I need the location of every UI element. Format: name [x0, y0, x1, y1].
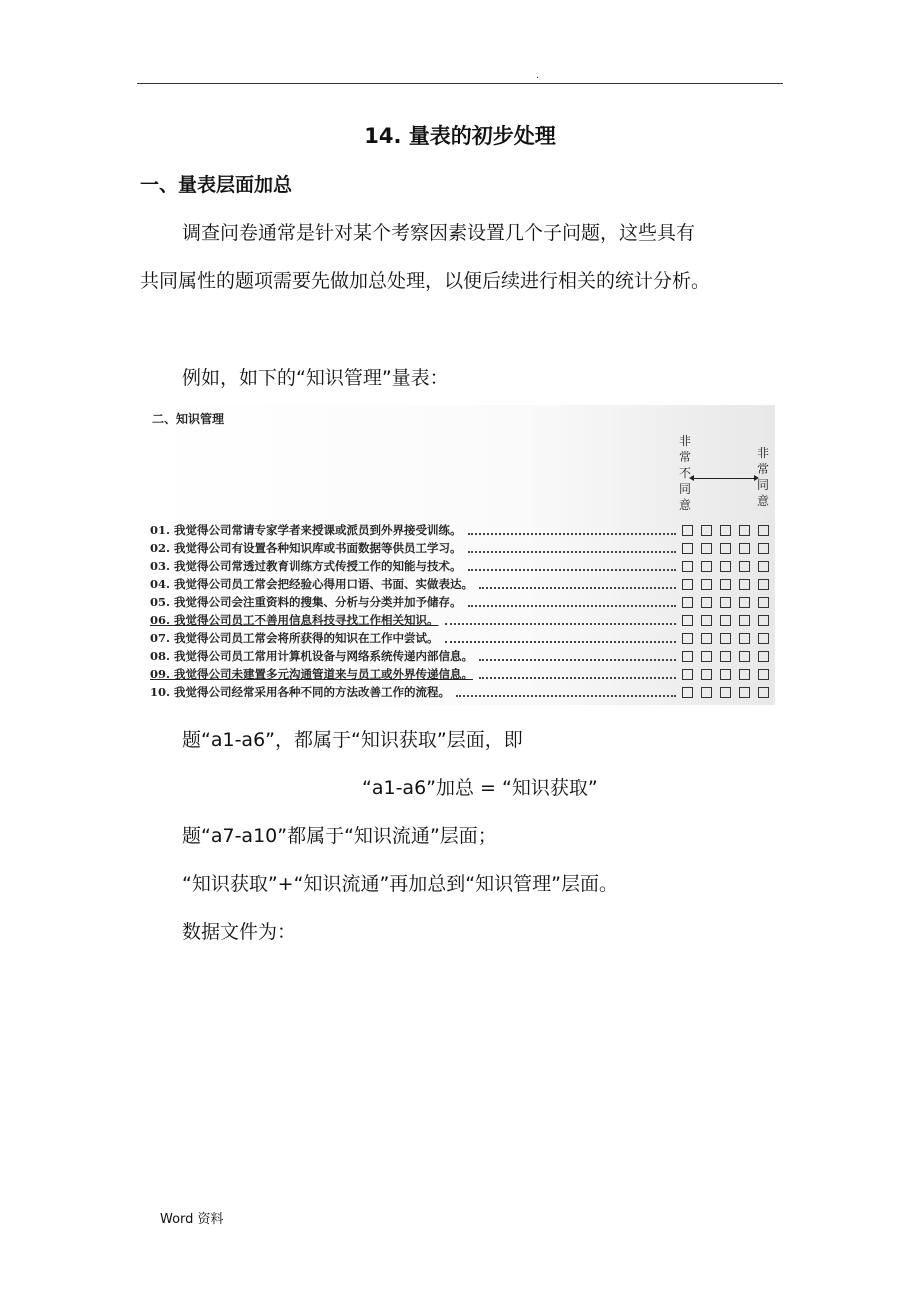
dot-leader — [479, 651, 676, 661]
questionnaire-scan — [148, 405, 775, 705]
rating-checkbox-4 — [739, 615, 750, 626]
rating-checkbox-2 — [701, 615, 712, 626]
rating-checkbox-1 — [682, 561, 693, 572]
question-row — [150, 647, 772, 665]
rating-checkbox-4 — [739, 669, 750, 680]
question-text: 06. 我觉得公司员工不善用信息科技寻找工作相关知识。 — [150, 613, 439, 627]
rating-checkbox-1 — [682, 669, 693, 680]
footer: Word 资料 — [160, 1212, 224, 1227]
rating-checkbox-5 — [758, 597, 769, 608]
question-text: 07. 我觉得公司员工常会将所获得的知识在工作中尝试。 — [150, 631, 439, 645]
rating-checkbox-1 — [682, 525, 693, 536]
rating-checkbox-3 — [720, 579, 731, 590]
rating-checkbox-1 — [682, 687, 693, 698]
dot-leader — [479, 579, 676, 589]
rating-boxes — [682, 525, 772, 536]
rating-checkbox-2 — [701, 687, 712, 698]
rating-checkbox-5 — [758, 615, 769, 626]
left-scale-label: 非 常 不 同 意 — [678, 434, 691, 512]
question-row — [150, 611, 772, 629]
header-dot: . — [536, 70, 540, 81]
rating-checkbox-1 — [682, 651, 693, 662]
text-line: 数据文件为： — [182, 921, 297, 943]
rating-checkbox-3 — [720, 615, 731, 626]
question-row — [150, 665, 772, 683]
dot-leader — [468, 561, 676, 571]
rating-checkbox-3 — [720, 597, 731, 608]
right-scale-label: 非 常 同 意 — [756, 446, 769, 508]
question-text: 01. 我觉得公司常请专家学者来授课或派员到外界接受训练。 — [150, 523, 462, 537]
dot-leader — [468, 525, 676, 535]
rating-checkbox-3 — [720, 525, 731, 536]
formula-line: “a1-a6”加总 = “知识获取” — [362, 777, 598, 799]
dot-leader — [456, 687, 676, 697]
text-line: 题“a7-a10”都属于“知识流通”层面； — [182, 825, 497, 847]
paragraph-line: 共同属性的题项需要先做加总处理，以便后续进行相关的统计分析。 — [140, 270, 711, 292]
rating-boxes — [682, 579, 772, 590]
scale-arrow-icon — [693, 478, 755, 479]
rating-checkbox-4 — [739, 651, 750, 662]
question-text: 02. 我觉得公司有设置各种知识库或书面数据等供员工学习。 — [150, 541, 462, 555]
rating-boxes — [682, 597, 772, 608]
rating-checkbox-1 — [682, 543, 693, 554]
rating-checkbox-3 — [720, 633, 731, 644]
question-text: 10. 我觉得公司经常采用各种不同的方法改善工作的流程。 — [150, 685, 451, 699]
rating-boxes — [682, 543, 772, 554]
rating-checkbox-1 — [682, 633, 693, 644]
rating-checkbox-5 — [758, 579, 769, 590]
rating-checkbox-2 — [701, 597, 712, 608]
header-rule — [137, 83, 783, 84]
question-row — [150, 521, 772, 539]
rating-checkbox-4 — [739, 633, 750, 644]
rating-checkbox-5 — [758, 687, 769, 698]
rating-checkbox-5 — [758, 633, 769, 644]
question-row — [150, 539, 772, 557]
question-text: 03. 我觉得公司常透过教育训练方式传授工作的知能与技术。 — [150, 559, 462, 573]
rating-boxes — [682, 633, 772, 644]
section-heading: 一、量表层面加总 — [140, 174, 293, 196]
question-row — [150, 593, 772, 611]
rating-checkbox-1 — [682, 579, 693, 590]
question-row — [150, 683, 772, 701]
rating-checkbox-5 — [758, 669, 769, 680]
text-line: 题“a1-a6”，都属于“知识获取”层面，即 — [182, 729, 523, 751]
question-row — [150, 629, 772, 647]
rating-checkbox-2 — [701, 543, 712, 554]
rating-checkbox-1 — [682, 597, 693, 608]
rating-boxes — [682, 687, 772, 698]
rating-boxes — [682, 669, 772, 680]
text-line: “知识获取”+“知识流通”再加总到“知识管理”层面。 — [182, 873, 618, 895]
scan-title: 二、知识管理 — [152, 412, 225, 426]
rating-checkbox-3 — [720, 687, 731, 698]
rating-checkbox-2 — [701, 633, 712, 644]
rating-checkbox-5 — [758, 525, 769, 536]
rating-checkbox-2 — [701, 525, 712, 536]
rating-checkbox-5 — [758, 543, 769, 554]
rating-checkbox-4 — [739, 561, 750, 572]
dot-leader — [445, 633, 676, 643]
dot-leader — [479, 669, 676, 679]
rating-boxes — [682, 561, 772, 572]
rating-boxes — [682, 615, 772, 626]
rating-checkbox-3 — [720, 651, 731, 662]
rating-checkbox-4 — [739, 579, 750, 590]
rating-checkbox-4 — [739, 687, 750, 698]
rating-checkbox-2 — [701, 669, 712, 680]
question-text: 04. 我觉得公司员工常会把经验心得用口语、书面、实做表达。 — [150, 577, 474, 591]
question-text: 09. 我觉得公司未建置多元沟通管道来与员工或外界传递信息。 — [150, 667, 474, 681]
rating-checkbox-3 — [720, 543, 731, 554]
rating-checkbox-3 — [720, 561, 731, 572]
page-title: 14. 量表的初步处理 — [364, 124, 556, 148]
rating-checkbox-4 — [739, 597, 750, 608]
dot-leader — [445, 615, 676, 625]
question-text: 05. 我觉得公司会注重资料的搜集、分析与分类并加予储存。 — [150, 595, 462, 609]
question-text: 08. 我觉得公司员工常用计算机设备与网络系统传递内部信息。 — [150, 649, 474, 663]
question-row — [150, 557, 772, 575]
dot-leader — [468, 543, 676, 553]
rating-checkbox-2 — [701, 561, 712, 572]
rating-checkbox-5 — [758, 651, 769, 662]
paragraph-line: 调查问卷通常是针对某个考察因素设置几个子问题，这些具有 — [182, 222, 696, 244]
rating-checkbox-5 — [758, 561, 769, 572]
rating-boxes — [682, 651, 772, 662]
rating-checkbox-4 — [739, 543, 750, 554]
rating-checkbox-4 — [739, 525, 750, 536]
rating-checkbox-2 — [701, 579, 712, 590]
paragraph-line: 例如，如下的“知识管理”量表： — [182, 367, 449, 389]
dot-leader — [468, 597, 676, 607]
rating-checkbox-3 — [720, 669, 731, 680]
rating-checkbox-1 — [682, 615, 693, 626]
rating-checkbox-2 — [701, 651, 712, 662]
question-row — [150, 575, 772, 593]
